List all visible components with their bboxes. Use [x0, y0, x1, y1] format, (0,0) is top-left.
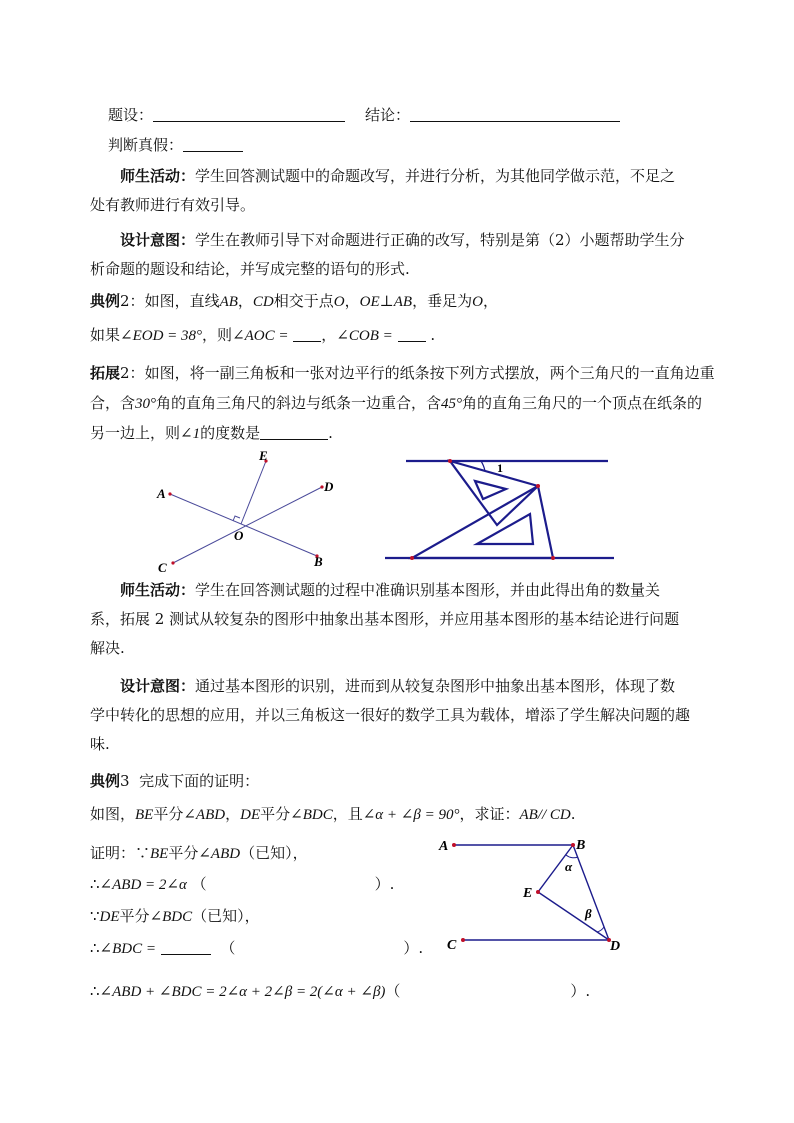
- math-DE: DE: [99, 909, 120, 925]
- text: ，: [321, 326, 337, 344]
- line-ED: [538, 892, 609, 940]
- intent-2-label: 设计意图：: [120, 677, 196, 695]
- label-D: D: [324, 479, 334, 494]
- text: .: [570, 805, 576, 823]
- math-O: O: [333, 294, 345, 310]
- label-B: B: [314, 554, 323, 569]
- text: 角的直角三角尺的斜边与纸条一边重合，含: [156, 394, 442, 412]
- math-BE: BE: [135, 807, 154, 823]
- text: ∴: [90, 875, 100, 893]
- text: 平分: [260, 805, 291, 823]
- text: ，: [344, 292, 360, 310]
- label-O: O: [234, 528, 244, 543]
- math-ABD-2alpha: ∠ABD = 2∠α: [99, 877, 187, 893]
- text: ，: [225, 805, 241, 823]
- text: ，垂足为: [412, 292, 473, 310]
- judge-label: 判断真假：: [108, 136, 184, 154]
- math-CD: CD: [252, 294, 274, 310]
- label-E: E: [523, 886, 533, 901]
- math-AB: AB: [219, 294, 238, 310]
- math-angle-1: ∠1: [180, 426, 201, 442]
- activity-1-text: 学生回答测试题中的命题改写，并进行分析，为其他同学做示范，不足之处有教师进行有效引导。: [90, 167, 676, 214]
- label-A: A: [157, 486, 166, 501]
- math-O: O: [472, 294, 483, 310]
- text: ）.: [403, 939, 424, 957]
- math-BE: BE: [150, 846, 169, 862]
- label-E: E: [259, 448, 268, 463]
- beta-arc: [597, 927, 604, 932]
- text: .: [430, 326, 436, 344]
- example-2-label: 典例: [90, 292, 121, 310]
- example-3-label: 典例: [90, 772, 121, 790]
- math-30deg: 30°: [135, 396, 157, 412]
- intent-1-text: 学生在教师引导下对命题进行正确的改写，特别是第（2）小题帮助学生分析命题的题设和结论，并写成完整的语句的形式.: [90, 231, 685, 278]
- text: ∵: [90, 907, 100, 925]
- example-2-num: 2：: [120, 292, 145, 310]
- text: 平分: [153, 805, 184, 823]
- math-sum: ∠α + ∠β = 90°: [362, 807, 460, 823]
- text: 证明：∵: [90, 844, 151, 862]
- text: 角的直角三角尺的一个顶点在纸条的: [462, 394, 703, 412]
- text: ）.: [570, 982, 591, 1000]
- conclusion-label: 结论：: [365, 106, 411, 124]
- text: （: [191, 875, 207, 893]
- math-goal: AB// CD: [519, 807, 571, 823]
- text: ，: [482, 292, 498, 310]
- text: （已知），: [192, 907, 260, 925]
- text: ）.: [374, 875, 395, 893]
- intent-2-text: 通过基本图形的识别，进而到从较复杂图形中抽象出基本图形，体现了数学中转化的思想的应用，并以三角板这一很好的数学工具为载体，增添了学生解决问题的趣味.: [90, 677, 691, 753]
- label-A: A: [439, 839, 449, 854]
- text: 相交于点: [273, 292, 334, 310]
- text: 如图，直线: [144, 292, 220, 310]
- text: .: [328, 424, 333, 442]
- text: （: [385, 982, 401, 1000]
- label-D: D: [610, 939, 621, 954]
- math-DE: DE: [240, 807, 261, 823]
- math-ABD: ∠ABD: [183, 807, 226, 823]
- activity-2-text: 学生在回答测试题的过程中准确识别基本图形，并由此得出角的数量关系，拓展 2 测试从较复杂的图形中抽象出基本图形，并应用基本图形的基本结论进行问题解决.: [90, 581, 680, 657]
- activity-2-label: 师生活动：: [120, 581, 196, 599]
- text: （: [220, 939, 236, 957]
- text: ∴: [90, 982, 100, 1000]
- text: 如图，: [90, 805, 136, 823]
- label-alpha: α: [565, 859, 573, 874]
- label-C: C: [158, 560, 167, 575]
- label-B: B: [576, 838, 586, 853]
- activity-1-label: 师生活动：: [120, 167, 196, 185]
- text: ，则: [202, 326, 233, 344]
- text: 平分: [119, 907, 150, 925]
- example-3-title-text: 完成下面的证明：: [139, 772, 260, 790]
- math-ABD: ∠ABD: [198, 846, 241, 862]
- math-45deg: 45°: [441, 396, 463, 412]
- text: 另一边上，则: [90, 424, 181, 442]
- line-BD: [573, 845, 609, 940]
- ext-2-num: 2：: [120, 364, 145, 382]
- math-BDC-eq: ∠BDC =: [99, 941, 156, 957]
- text: 的度数是: [200, 424, 261, 442]
- math-EOD: ∠EOD = 38°: [120, 328, 203, 344]
- label-beta: β: [585, 906, 592, 921]
- example-3-num: 3: [120, 772, 130, 790]
- text: 如图，将一副三角板和一张对边平行的纸条按下列方式摆放，两个三角尺的一直角边重: [144, 364, 715, 382]
- text: ∴: [90, 939, 100, 957]
- math-AOC: ∠AOC =: [232, 328, 289, 344]
- text: 如果: [90, 326, 121, 344]
- label-C: C: [447, 938, 457, 953]
- math-COB: ∠COB =: [336, 328, 393, 344]
- ext-2-label: 拓展: [90, 364, 121, 382]
- text: ，且: [332, 805, 363, 823]
- math-sum-expansion: ∠ABD + ∠BDC = 2∠α + 2∠β = 2(∠α + ∠β): [99, 984, 386, 1000]
- premise-label: 题设：: [108, 106, 154, 124]
- text: 平分: [168, 844, 199, 862]
- intent-1-label: 设计意图：: [120, 231, 196, 249]
- math-BDC: ∠BDC: [290, 807, 333, 823]
- math-OE-perp-AB: OE⊥AB: [359, 294, 413, 310]
- text: （已知），: [240, 844, 308, 862]
- math-BDC: ∠BDC: [149, 909, 193, 925]
- text: ，求证：: [459, 805, 520, 823]
- label-angle-1: 1: [497, 461, 503, 475]
- text: 合，含: [90, 394, 136, 412]
- text: ，: [237, 292, 253, 310]
